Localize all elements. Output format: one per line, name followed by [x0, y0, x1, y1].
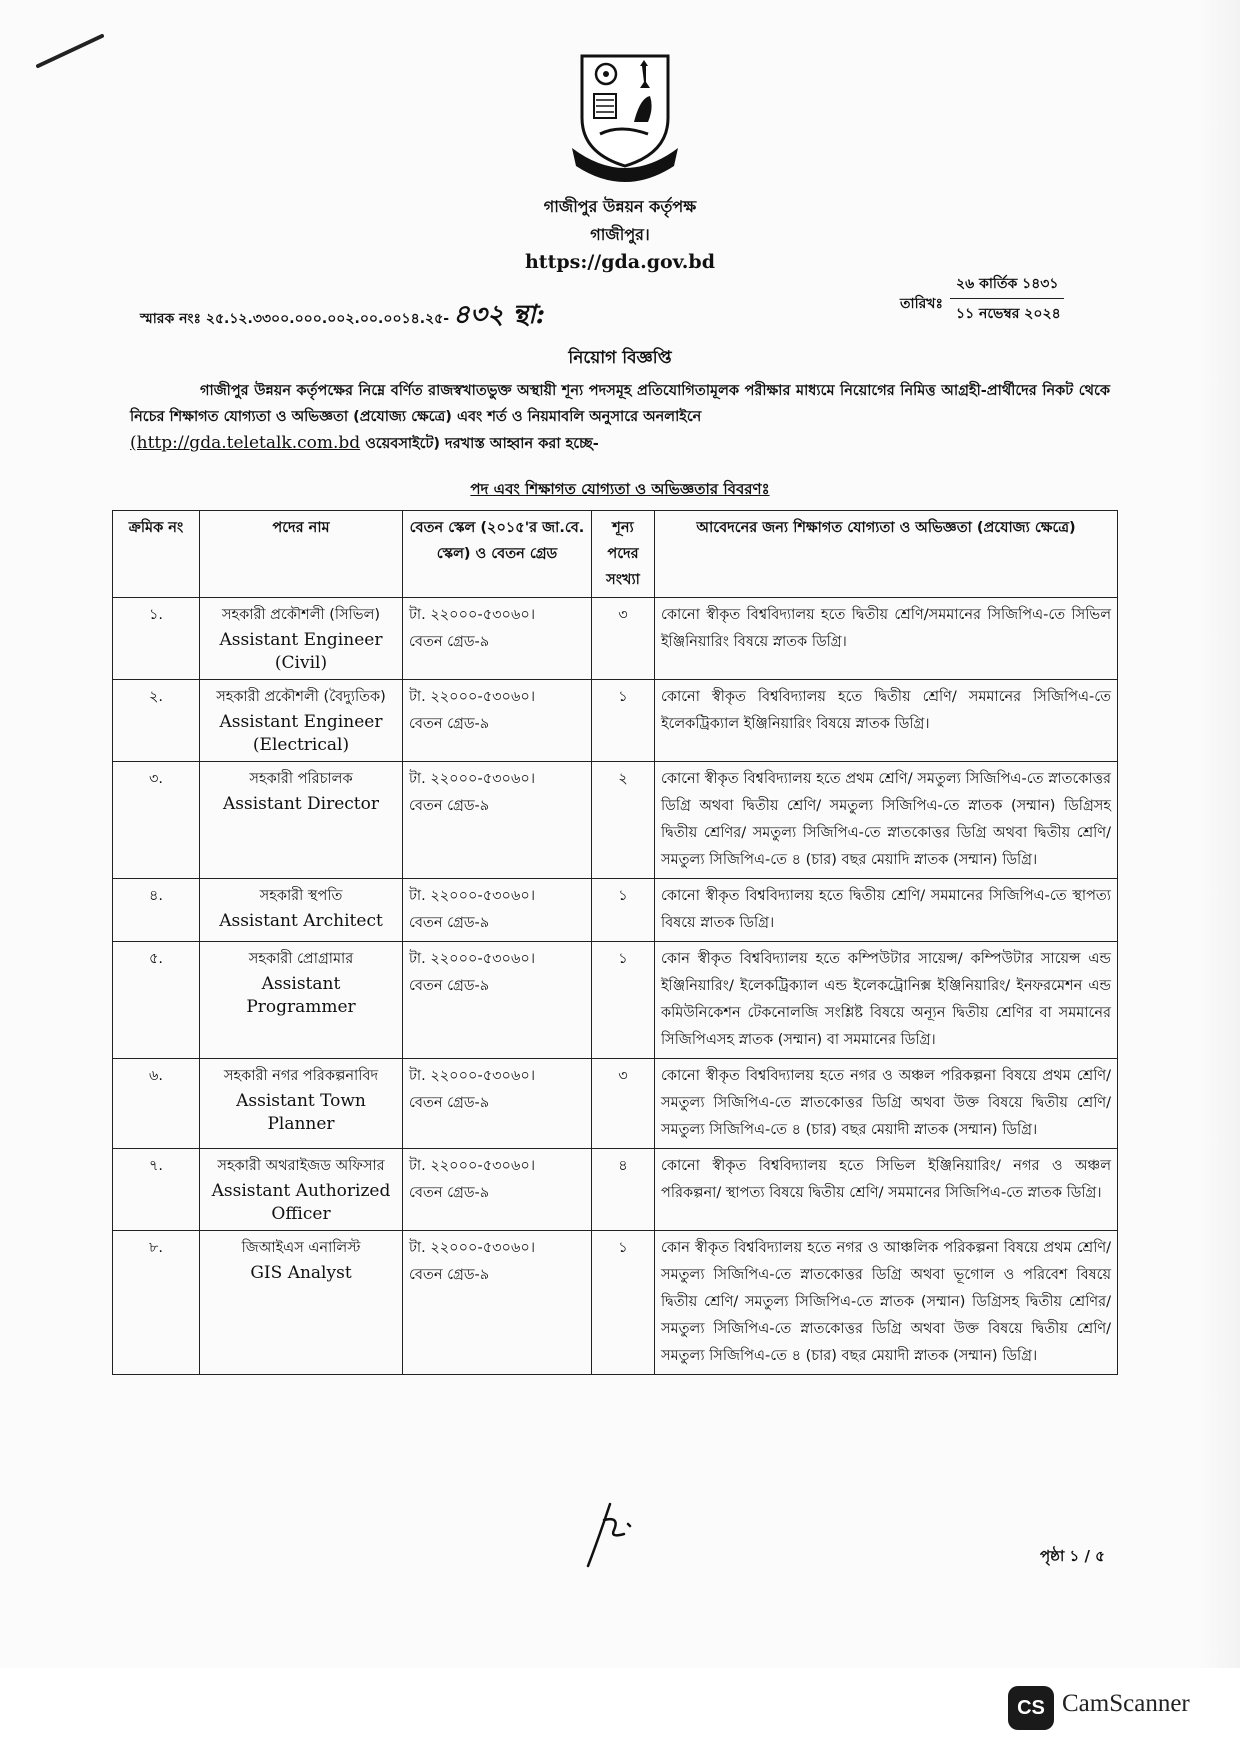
memo-label: স্মারক নংঃ ২৫.১২.৩৩০০.০০০.০০২.০০.০০১৪.২৫-	[140, 311, 450, 327]
row-qualification: কোন স্বীকৃত বিশ্ববিদ্যালয় হতে কম্পিউটার সায়েন্স/ কম্পিউটার সায়েন্স এন্ড ইঞ্জিনিয়ারিং/ ইলেকট্রিক্যাল এন্ড ইলেকট্রোনিক্স ইঞ্জিনিয়ারিং/ ইনফরমেশন এন্ড কমিউনিকেশন টেকনোলজি সংশ্লিষ্ট বিষয়ে অন্যূন দ্বিতীয় শ্রেণির বা সমমানের সিজিপিএসহ স্নাতক (সম্মান) বা সমমানের ডিগ্রি।	[655, 942, 1118, 1059]
pay-range: টা. ২২০০০-৫৩০৬০।	[409, 951, 535, 967]
row-vacancy: ১	[592, 942, 655, 1059]
row-pay-scale	[403, 1231, 592, 1375]
pay-range: টা. ২২০০০-৫৩০৬০।	[409, 771, 535, 787]
row-qualification: কোনো স্বীকৃত বিশ্ববিদ্যালয় হতে সিভিল ইঞ্জিনিয়ারিং/ নগর ও অঞ্চল পরিকল্পনা/ স্থাপত্য বিষয়ে দ্বিতীয় শ্রেণি/ সমমানের সিজিপিএ-তে স্নাতক ডিগ্রি।	[655, 1149, 1118, 1231]
row-serial: ৩.	[113, 762, 200, 879]
post-name-english: Assistant Town Planner	[236, 1091, 366, 1134]
teletalk-link[interactable]: (http://gda.teletalk.com.bd	[130, 433, 361, 453]
row-post	[200, 1059, 403, 1149]
post-name-bangla: সহকারী অথরাইজড অফিসার	[217, 1158, 385, 1174]
table-subtitle-text: পদ এবং শিক্ষাগত যোগ্যতা ও অভিজ্ঞতার বিবরণঃ	[470, 480, 770, 498]
org-name: গাজীপুর উন্নয়ন কর্তৃপক্ষ	[543, 197, 697, 216]
row-vacancy: ৪	[592, 1149, 655, 1231]
pay-range: টা. ২২০০০-৫৩০৬০।	[409, 689, 535, 705]
post-name-bangla: সহকারী পরিচালক	[249, 771, 353, 787]
date-block	[900, 272, 1120, 328]
pay-grade: বেতন গ্রেড-৯	[409, 1185, 490, 1201]
vacancy-table	[112, 510, 1118, 1375]
row-serial: ৬.	[113, 1059, 200, 1149]
scan-footer-strip	[0, 1668, 1240, 1754]
pay-range: টা. ২২০০০-৫৩০৬০।	[409, 1158, 535, 1174]
header-qualification: আবেদনের জন্য শিক্ষাগত যোগ্যতা ও অভিজ্ঞতা (প্রযোজ্য ক্ষেত্রে)	[655, 511, 1118, 598]
table-row	[113, 680, 1118, 762]
row-qualification: কোনো স্বীকৃত বিশ্ববিদ্যালয় হতে দ্বিতীয় শ্রেণি/ সমমানের সিজিপিএ-তে ইলেকট্রিক্যাল ইঞ্জিনিয়ারিং বিষয়ে স্নাতক ডিগ্রি।	[655, 680, 1118, 762]
notice-intro-text: গাজীপুর উন্নয়ন কর্তৃপক্ষের নিম্নে বর্ণিত রাজস্বখাতভুক্ত অস্থায়ী শূন্য পদসমূহ প্রতিযোগিতামূলক পরীক্ষার মাধ্যমে নিয়োগের নিমিত্ত আগ্রহী-প্রার্থীদের নিকট থেকে নিচের শিক্ষাগত যোগ্যতা ও অভিজ্ঞতা (প্রযোজ্য ক্ষেত্রে) এবং শর্ত ও নিয়মাবলি অনুসারে অনলাইনে	[130, 383, 1110, 425]
table-row	[113, 1059, 1118, 1149]
post-name-english: Assistant Engineer (Electrical)	[219, 712, 383, 755]
table-header-row	[113, 511, 1118, 598]
row-serial: ২.	[113, 680, 200, 762]
pay-range: টা. ২২০০০-৫৩০৬০।	[409, 607, 535, 623]
table-row	[113, 762, 1118, 879]
row-serial: ৪.	[113, 879, 200, 942]
date-gregorian: ১১ নভেম্বর ২০২৪	[956, 306, 1061, 322]
camscanner-watermark: CamScanner	[1062, 1690, 1190, 1717]
page-number: পৃষ্ঠা ১ / ৫	[1040, 1547, 1105, 1565]
row-post	[200, 942, 403, 1059]
row-post	[200, 1231, 403, 1375]
row-pay-scale	[403, 942, 592, 1059]
row-post	[200, 879, 403, 942]
memo-number	[140, 294, 545, 338]
post-name-bangla: সহকারী প্রকৌশলী (বৈদ্যুতিক)	[216, 689, 386, 705]
row-serial: ৭.	[113, 1149, 200, 1231]
pay-range: টা. ২২০০০-৫৩০৬০।	[409, 1240, 535, 1256]
post-name-english: Assistant Authorized Officer	[211, 1181, 391, 1224]
row-qualification: কোনো স্বীকৃত বিশ্ববিদ্যালয় হতে দ্বিতীয় শ্রেণি/সমমানের সিজিপিএ-তে সিভিল ইঞ্জিনিয়ারিং বিষয়ে স্নাতক ডিগ্রি।	[655, 598, 1118, 680]
row-serial: ৫.	[113, 942, 200, 1059]
row-post	[200, 680, 403, 762]
row-pay-scale	[403, 1059, 592, 1149]
row-pay-scale	[403, 598, 592, 680]
row-pay-scale	[403, 879, 592, 942]
row-vacancy: ২	[592, 762, 655, 879]
table-row	[113, 1149, 1118, 1231]
table-row	[113, 879, 1118, 942]
date-label: তারিখঃ	[900, 296, 943, 312]
row-serial: ১.	[113, 598, 200, 680]
pay-grade: বেতন গ্রেড-৯	[409, 1267, 490, 1283]
table-row	[113, 942, 1118, 1059]
pay-grade: বেতন গ্রেড-৯	[409, 716, 490, 732]
row-serial: ৮.	[113, 1231, 200, 1375]
post-name-english: Assistant Director	[222, 794, 379, 814]
row-qualification: কোন স্বীকৃত বিশ্ববিদ্যালয় হতে নগর ও আঞ্চলিক পরিকল্পনা বিষয়ে প্রথম শ্রেণি/ সমতুল্য সিজিপিএ-তে স্নাতকোত্তর ডিগ্রি অথবা ভূগোল ও পরিবেশ বিষয়ে দ্বিতীয় শ্রেণি/ সমতুল্য সিজিপিএ-তে স্নাতক (সম্মান) ডিগ্রিসহ দ্বিতীয় শ্রেণির/ সমতুল্য সিজিপিএ-তে স্নাতকোত্তর ডিগ্রি অথবা উক্ত বিষয়ে দ্বিতীয় শ্রেণি/ সমতুল্য সিজিপিএ-তে ৪ (চার) বছর মেয়াদী স্নাতক (সম্মান) ডিগ্রি।	[655, 1231, 1118, 1375]
row-post	[200, 598, 403, 680]
header-pay-scale: বেতন স্কেল (২০১৫'র জা.বে. স্কেল) ও বেতন গ্রেড	[403, 511, 592, 598]
memo-handwritten-number: ৪৩২ ন্থা:	[453, 300, 546, 330]
org-website[interactable]: https://gda.gov.bd	[524, 251, 715, 273]
header-post: পদের নাম	[200, 511, 403, 598]
row-vacancy: ৩	[592, 1059, 655, 1149]
post-name-bangla: জিআইএস এনালিস্ট	[241, 1240, 361, 1256]
post-name-bangla: সহকারী নগর পরিকল্পনাবিদ	[223, 1068, 379, 1084]
org-city: গাজীপুর।	[590, 225, 650, 244]
row-post	[200, 1149, 403, 1231]
table-row	[113, 1231, 1118, 1375]
pen-stroke-mark	[36, 32, 106, 74]
row-vacancy: ১	[592, 879, 655, 942]
row-pay-scale	[403, 762, 592, 879]
row-qualification: কোনো স্বীকৃত বিশ্ববিদ্যালয় হতে প্রথম শ্রেণি/ সমতুল্য সিজিপিএ-তে স্নাতকোত্তর ডিগ্রি অথবা দ্বিতীয় শ্রেণি/ সমতুল্য সিজিপিএ-তে স্নাতক (সম্মান) ডিগ্রিসহ দ্বিতীয় শ্রেণির/ সমতুল্য সিজিপিএ-তে স্নাতকোত্তর ডিগ্রি অথবা দ্বিতীয় শ্রেণি/ সমতুল্য সিজিপিএ-তে ৪ (চার) বছর মেয়াদি স্নাতক (সম্মান) ডিগ্রি।	[655, 762, 1118, 879]
table-subtitle	[0, 478, 1240, 503]
post-name-english: Assistant Programmer	[246, 974, 356, 1017]
post-name-english: GIS Analyst	[250, 1263, 352, 1283]
table-row	[113, 598, 1118, 680]
post-name-english: Assistant Architect	[219, 911, 383, 931]
post-name-bangla: সহকারী প্রোগ্রামার	[248, 951, 354, 967]
pay-grade: বেতন গ্রেড-৯	[409, 915, 490, 931]
row-vacancy: ৩	[592, 598, 655, 680]
post-name-bangla: সহকারী প্রকৌশলী (সিভিল)	[221, 607, 381, 623]
notice-intro	[130, 378, 1110, 457]
header-vacancy: শূন্য পদের সংখ্যা	[592, 511, 655, 598]
signature	[580, 1500, 640, 1570]
notice-intro-tail: ওয়েবসাইটে) দরখাস্ত আহ্বান করা হচ্ছে-	[360, 436, 599, 452]
notice-title: নিয়োগ বিজ্ঞপ্তি	[568, 348, 672, 368]
pay-grade: বেতন গ্রেড-৯	[409, 798, 490, 814]
row-qualification: কোনো স্বীকৃত বিশ্ববিদ্যালয় হতে নগর ও অঞ্চল পরিকল্পনা বিষয়ে প্রথম শ্রেণি/ সমতুল্য সিজিপিএ-তে স্নাতকোত্তর ডিগ্রি অথবা উক্ত বিষয়ে দ্বিতীয় শ্রেণি/ সমতুল্য সিজিপিএ-তে ৪ (চার) বছর মেয়াদী স্নাতক (সম্মান) ডিগ্রি।	[655, 1059, 1118, 1149]
camscanner-logo-icon: CS	[1008, 1686, 1054, 1730]
row-post	[200, 762, 403, 879]
pay-grade: বেতন গ্রেড-৯	[409, 634, 490, 650]
post-name-bangla: সহকারী স্থপতি	[259, 888, 343, 904]
row-vacancy: ১	[592, 1231, 655, 1375]
pay-grade: বেতন গ্রেড-৯	[409, 978, 490, 994]
post-name-english: Assistant Engineer (Civil)	[219, 630, 383, 673]
header-serial: ক্রমিক নং	[113, 511, 200, 598]
pay-grade: বেতন গ্রেড-৯	[409, 1095, 490, 1111]
date-bangla-calendar: ২৬ কার্তিক ১৪৩১	[950, 272, 1064, 299]
pay-range: টা. ২২০০০-৫৩০৬০।	[409, 888, 535, 904]
row-qualification: কোনো স্বীকৃত বিশ্ববিদ্যালয় হতে দ্বিতীয় শ্রেণি/ সমমানের সিজিপিএ-তে স্থাপত্য বিষয়ে স্নাতক ডিগ্রি।	[655, 879, 1118, 942]
row-pay-scale	[403, 680, 592, 762]
organization-logo-emblem	[570, 48, 680, 188]
row-pay-scale	[403, 1149, 592, 1231]
row-vacancy: ১	[592, 680, 655, 762]
pay-range: টা. ২২০০০-৫৩০৬০।	[409, 1068, 535, 1084]
